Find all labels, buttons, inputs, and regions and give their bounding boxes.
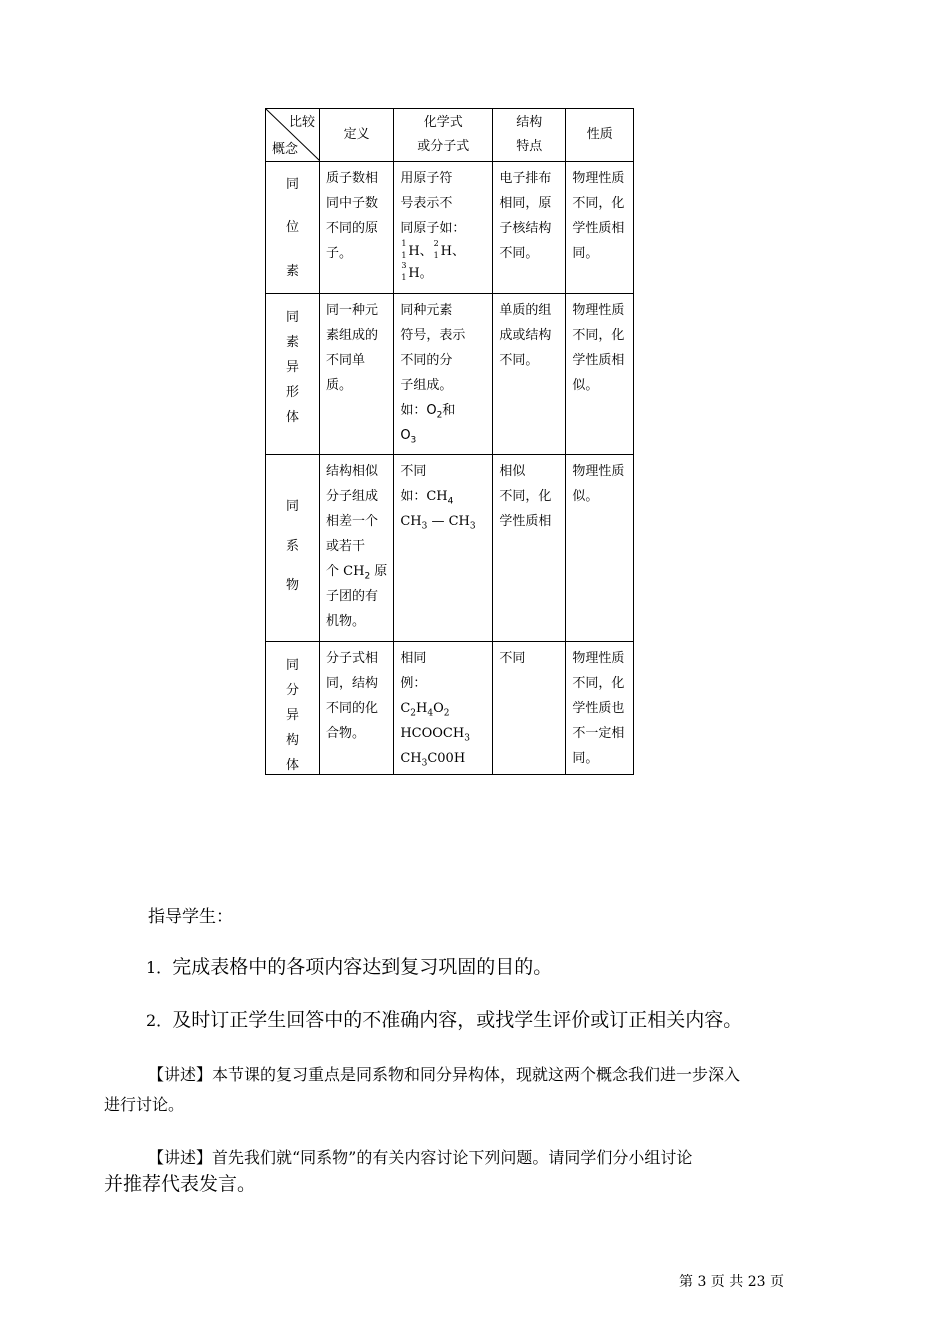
list-item: 2．及时订正学生回答中的不准确内容，或找学生评价或订正相关内容。 bbox=[146, 1009, 743, 1031]
isomer-formula: 相同 例： $C_2H_4O_2$ $HCOOCH_3$ $CH_3C00H$ bbox=[394, 642, 493, 775]
table-row-allotrope bbox=[266, 294, 634, 455]
table-row-isotope bbox=[266, 162, 634, 294]
table-row-isomer bbox=[266, 642, 634, 775]
comparison-table bbox=[265, 108, 634, 775]
list-item: 1．完成表格中的各项内容达到复习巩固的目的。 bbox=[146, 956, 553, 978]
isomer-definition: 分子式相 同，结构 不同的化 合物。 bbox=[320, 642, 394, 775]
isotope-structure: 电子排布 相同，原 子核结构 不同。 bbox=[493, 162, 566, 294]
row-label-isotope: 同 位 素 bbox=[266, 162, 320, 294]
allotrope-structure: 单质的组 成或结构 不同。 bbox=[493, 294, 566, 455]
table-header-row bbox=[266, 109, 634, 162]
homolog-definition: 结构相似 分子组成 相差一个 或若干 个 $CH_2$ 原 子团的有 机物。 bbox=[320, 455, 394, 642]
isomer-properties: 物理性质 不同，化 学性质也 不一定相 同。 bbox=[566, 642, 634, 775]
row-label-isomer: 同 分 异 构 体 bbox=[266, 642, 320, 775]
isomer-structure: 不同 bbox=[493, 642, 566, 775]
allotrope-formula: 同种元素 符号，表示 不同的分 子组成。 如：$O_2$和 $O_3$ bbox=[394, 294, 493, 455]
page-footer: 第 3 页 共 23 页 bbox=[679, 1274, 784, 1290]
corner-bottom-label: 概念 bbox=[272, 142, 299, 157]
corner-header-cell bbox=[266, 109, 320, 162]
allotrope-properties: 物理性质 不同，化 学性质相 似。 bbox=[566, 294, 634, 455]
row-label-homolog: 同 系 物 bbox=[266, 455, 320, 642]
isotope-properties: 物理性质 不同，化 学性质相 同。 bbox=[566, 162, 634, 294]
homolog-properties: 物理性质 似。 bbox=[566, 455, 634, 642]
header-structure: 结构 特点 bbox=[493, 109, 566, 162]
paragraph-line: 进行讨论。 bbox=[104, 1095, 185, 1114]
nuclide-list: 1 1 H、 2 1 H、 bbox=[401, 239, 466, 260]
table-row-homolog bbox=[266, 455, 634, 642]
header-formula: 化学式 或分子式 bbox=[394, 109, 493, 162]
paragraph-line: 【讲述】首先我们就“同系物”的有关内容讨论下列问题。请同学们分小组讨论 bbox=[148, 1148, 693, 1167]
paragraph-line: 并推荐代表发言。 bbox=[104, 1173, 257, 1195]
isotope-definition: 质子数相 同中子数 不同的原 子。 bbox=[320, 162, 394, 294]
header-definition: 定义 bbox=[320, 109, 394, 162]
corner-top-label: 比较 bbox=[288, 115, 315, 130]
homolog-formula: 不同 如：$CH_4$ $CH_3$ — $CH_3$ bbox=[394, 455, 493, 642]
guide-heading: 指导学生： bbox=[148, 907, 233, 927]
allotrope-definition: 同一种元 素组成的 不同单 质。 bbox=[320, 294, 394, 455]
row-label-allotrope: 同 素 异 形 体 bbox=[266, 294, 320, 455]
isotope-formula: 用原子符 号表示不 同原子如： 1 1 H、 2 1 H、 3 1 H。 bbox=[394, 162, 493, 294]
homolog-structure: 相似 不同，化 学性质相 bbox=[493, 455, 566, 642]
paragraph-line: 【讲述】本节课的复习重点是同系物和同分异构体，现就这两个概念我们进一步深入 bbox=[148, 1065, 741, 1084]
header-properties: 性质 bbox=[566, 109, 634, 162]
